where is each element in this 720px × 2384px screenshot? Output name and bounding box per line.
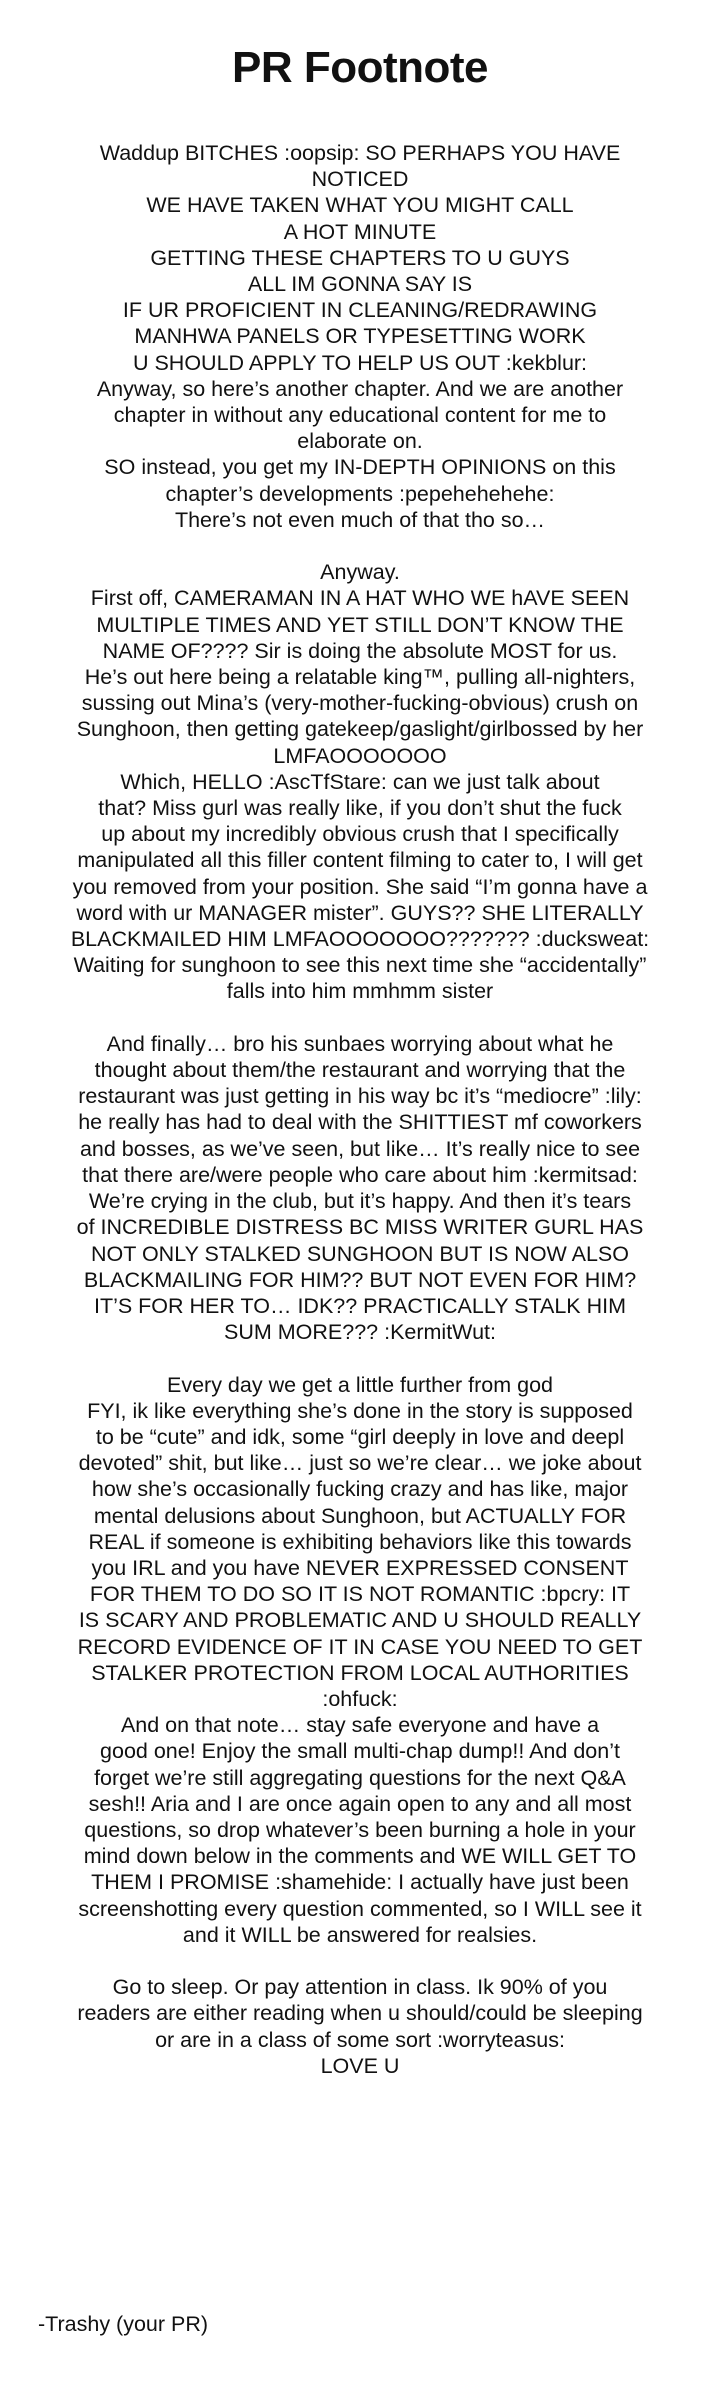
text-line: NAME OF???? Sir is doing the absolute MOST for us. [102,638,618,663]
text-line: NOT ONLY STALKED SUNGHOON BUT IS NOW ALSO [90,1241,629,1266]
text-line: FOR THEM TO DO SO IT IS NOT ROMANTIC :bpcry: IT [89,1582,631,1607]
text-line: REAL if someone is exhibiting behaviors like this towards [88,1529,632,1554]
text-line: SO instead, you get my IN-DEPTH OPINIONS on this [104,455,616,480]
text-line: sesh!! Aria and I are once again open to any and all most [88,1791,632,1816]
text-line: MULTIPLE TIMES AND YET STILL DON’T KNOW THE [96,612,624,637]
text-line: Waiting for sunghoon to see this next time she “accidentally” [73,953,647,978]
text-line [22,1345,698,1371]
text-line [22,1948,698,1974]
text-line [22,533,698,559]
text-line: and bosses, as we’ve seen, but like… It’s really nice to see [79,1136,641,1161]
text-line: Which, HELLO :AscTfStare: can we just talk about [120,769,600,794]
text-line: IT’S FOR HER TO… IDK?? PRACTICALLY STALK HIM [93,1293,627,1318]
text-line: how she’s occasionally fucking crazy and has like, major [91,1477,629,1502]
text-line: questions, so drop whatever’s been burning a hole in your [84,1817,636,1842]
text-line: IF UR PROFICIENT IN CLEANING/REDRAWING [122,298,598,323]
text-line: There’s not even much of that tho so… [174,507,546,532]
text-line: Anyway. [320,560,400,585]
text-line: mind down below in the comments and WE WILL GET TO [83,1844,637,1869]
text-line: LOVE U [320,2053,400,2078]
text-line: LMFAOOOOOOO [273,743,447,768]
text-line: falls into him mmhmm sister [226,979,494,1004]
text-line: manipulated all this filler content filming to cater to, I will get [77,848,643,873]
text-line: NOTICED [311,167,409,192]
text-line: chapter’s developments :pepehehehehe: [165,481,555,506]
text-line: restaurant was just getting in his way bc it’s “mediocre” :lily: [78,1084,642,1109]
text-line: chapter in without any educational content for me to [113,403,607,428]
text-line: First off, CAMERAMAN IN A HAT WHO WE hAVE SEEN [90,586,630,611]
text-line: Anyway, so here’s another chapter. And we are another [96,376,624,401]
text-line: FYI, ik like everything she’s done in the story is supposed [87,1398,633,1423]
text-line: of INCREDIBLE DISTRESS BC MISS WRITER GURL HAS [76,1215,644,1240]
text-line: WE HAVE TAKEN WHAT YOU MIGHT CALL [146,193,574,218]
text-line: :ohfuck: [322,1686,398,1711]
text-line: Sunghoon, then getting gatekeep/gaslight/girlbossed by her [76,717,644,742]
text-line: readers are either reading when u should/could be sleeping [77,2001,643,2026]
text-line: mental delusions about Sunghoon, but ACTUALLY FOR [93,1503,627,1528]
text-line: MANHWA PANELS OR TYPESETTING WORK [134,324,586,349]
text-line: word with ur MANAGER mister”. GUYS?? SHE LITERALLY [76,900,644,925]
text-line: thought about them/the restaurant and worrying that the [94,1058,626,1083]
footnote-body [22,140,698,2079]
text-line: And on that note… stay safe everyone and have a [120,1713,600,1738]
text-line: STALKER PROTECTION FROM LOCAL AUTHORITIES [91,1660,629,1685]
page-title: PR Footnote [231,43,488,92]
text-line: or are in a class of some sort :worryteasus: [155,2027,565,2052]
text-line: Go to sleep. Or pay attention in class. Ik 90% of you [112,1975,608,2000]
text-line: IS SCARY AND PROBLEMATIC AND U SHOULD REALLY [78,1608,642,1633]
text-line: that? Miss gurl was really like, if you don’t shut the fuck [98,796,622,821]
text-line: We’re crying in the club, but it’s happy. And then it’s tears [88,1189,632,1214]
text-line: you removed from your position. She said “I’m gonna have a [72,874,648,899]
text-line: ALL IM GONNA SAY IS [247,272,473,297]
text-line: Waddup BITCHES :oopsip: SO PERHAPS YOU HAVE [99,141,621,165]
text-line: that there are/were people who care about him :kermitsad: [82,1162,638,1187]
text-line: And finally… bro his sunbaes worrying about what he [106,1031,614,1056]
text-line: to be “cute” and idk, some “girl deeply in love and deepl [95,1424,625,1449]
text-line: RECORD EVIDENCE OF IT IN CASE YOU NEED TO GET [77,1634,643,1659]
text-line: He’s out here being a relatable king™, pulling all-nighters, [84,665,636,690]
text-line: forget we’re still aggregating questions for the next Q&A [94,1765,626,1790]
text-line: Every day we get a little further from god [167,1372,553,1397]
text-line [22,1005,698,1031]
text-line: BLACKMAILED HIM LMFAOOOOOOO??????? :ducksweat: [70,927,650,952]
text-line: BLACKMAILING FOR HIM?? BUT NOT EVEN FOR HIM? [83,1267,637,1292]
text-line: sussing out Mina’s (very-mother-fucking-obvious) crush on [81,691,639,716]
text-line: you IRL and you have NEVER EXPRESSED CONSENT [91,1555,629,1580]
signature: -Trashy (your PR) [38,2312,209,2336]
text-line: screenshotting every question commented, so I WILL see it [78,1896,642,1921]
text-line: devoted” shit, but like… just so we’re clear… we joke about [78,1451,642,1476]
text-line: he really has had to deal with the SHITTIEST mf coworkers [78,1110,642,1135]
text-line: good one! Enjoy the small multi-chap dump!! And don’t [100,1739,620,1764]
text-line: GETTING THESE CHAPTERS TO U GUYS [150,245,570,270]
text-line: up about my incredibly obvious crush that I specifically [101,822,619,847]
text-line: and it WILL be answered for realsies. [182,1922,538,1947]
text-line: A HOT MINUTE [283,219,437,244]
text-line: THEM I PROMISE :shamehide: I actually have just been [91,1870,629,1895]
text-line: elaborate on. [297,429,423,454]
text-line: SUM MORE??? :KermitWut: [224,1320,496,1345]
text-line: U SHOULD APPLY TO HELP US OUT :kekblur: [132,350,588,375]
